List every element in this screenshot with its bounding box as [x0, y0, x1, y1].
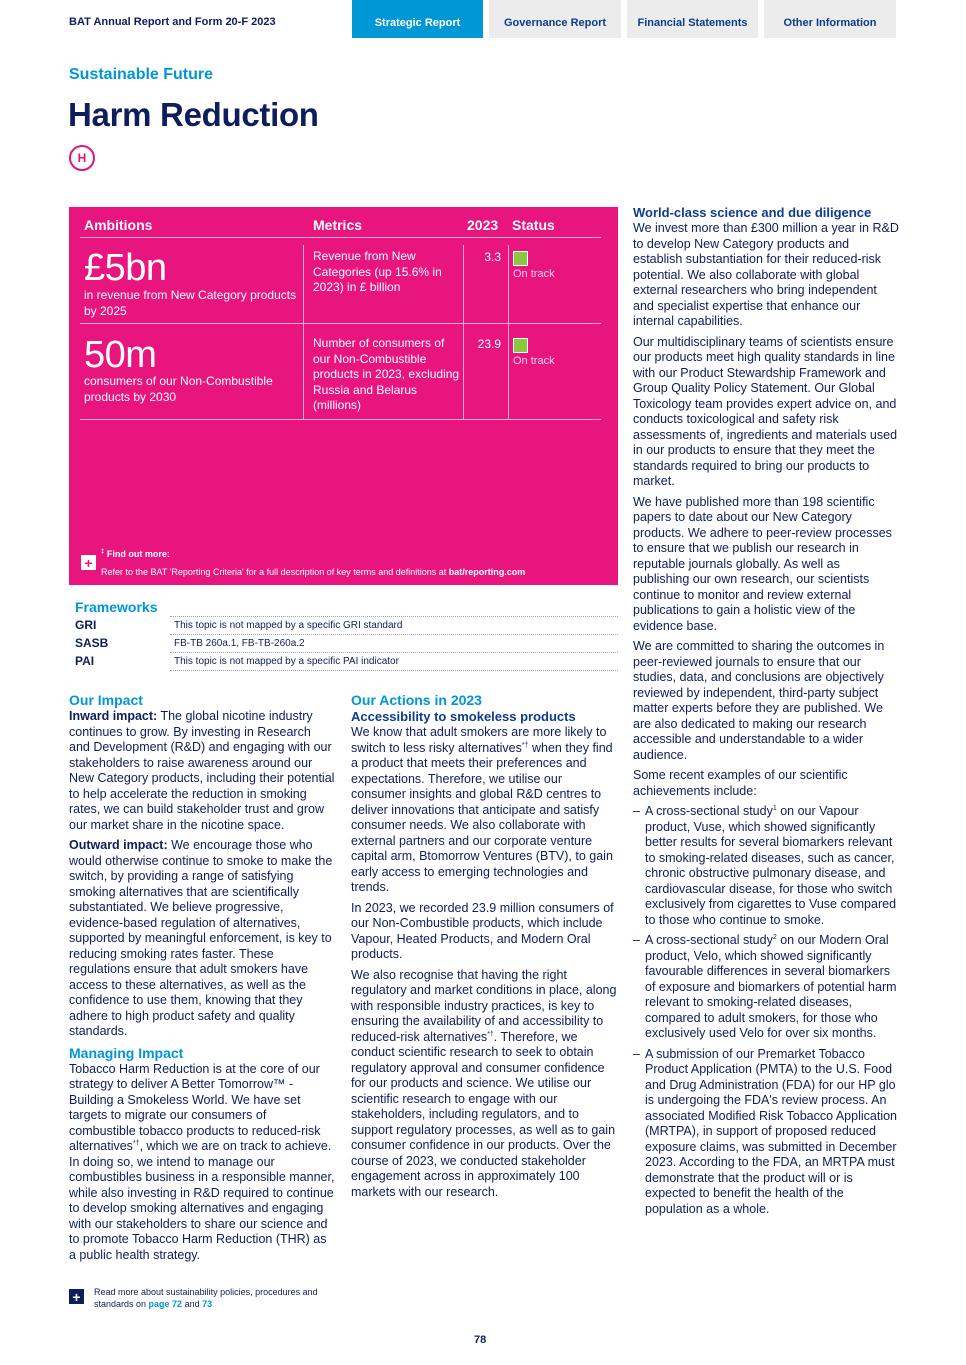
status-text: On track	[513, 355, 555, 367]
page-title: Harm Reduction	[68, 96, 319, 133]
status-header: Status	[512, 217, 555, 233]
metric-value: 3.3	[484, 250, 501, 264]
tab-other-information[interactable]: Other Information	[764, 0, 896, 38]
actions-paragraph: We know that adult smokers are more likely to switch to less risky alternatives*† when they find a product that meets their preferences and expectations. Therefore, we utilise our consumer insights and global R&D centres to deliver innovations that anticipate and satisfy consumer needs. We also collaborate with external partners and our corporate venture capital arm, Btomorrow Ventures (BTV), to gain early access to emerging technologies and trends.	[351, 725, 613, 894]
tab-strategic-report[interactable]: Strategic Report	[352, 0, 483, 38]
row-divider	[80, 323, 601, 324]
framework-code: GRI	[75, 618, 97, 632]
tab-governance-report[interactable]: Governance Report	[489, 0, 621, 38]
document-title: BAT Annual Report and Form 20-F 2023	[69, 16, 276, 28]
ambitions-header: Ambitions	[84, 217, 153, 233]
page-72-link[interactable]: page 72	[148, 1299, 183, 1309]
our-impact-heading: Our Impact	[69, 692, 143, 708]
status-indicator-icon	[513, 251, 528, 266]
our-actions-heading: Our Actions in 2023	[351, 692, 482, 708]
actions-paragraph: We also recognise that having the right regulatory and market conditions in place, along with responsible industry practices, is key to ensuring the availability of and accessibility to reduced-risk alternatives*†. Therefore, we conduct scientific research to seek to obtain regulatory approval and consumer confidence for our products and science. We utilise our scientific research to engage with our stakeholders, including regulators, and to support regulatory processes, as well as to gain consumer confidence in our products. Over the course of 2023, we conducted stakeholder engagement across in approximately 100 markets with our research.	[351, 967, 617, 1199]
plus-icon: +	[69, 1289, 84, 1304]
impact-column	[69, 692, 335, 1268]
science-paragraph: Our multidisciplinary teams of scientists ensure our products meet high quality standards in line with our Product Stewardship Framework and Group Quality Policy Statement. Our Global Toxicology team provides expert advice on, and conducts toxicological and safety risk assessments of, ingredients and materials used in our products to ensure that they meet the standards required to bring our products to market.	[633, 334, 898, 488]
find-out-more-text: Refer to the BAT 'Reporting Criteria' for a full description of key terms and definitions at bat/reporting.com	[101, 567, 526, 577]
tab-financial-statements[interactable]: Financial Statements	[627, 0, 758, 38]
framework-code: PAI	[75, 654, 95, 668]
frameworks-divider	[170, 670, 618, 671]
reporting-link[interactable]: bat/reporting.com	[448, 567, 526, 577]
inward-impact-paragraph: Inward impact: The global nicotine industry continues to grow. By investing in Research and Development (R&D) and engaging with our stakeholders to raise awareness around our New Category products, including their potential to help accelerate the reduction in smoking rates, we can build stakeholder trust and grow our market share in the nicotine space.	[69, 709, 335, 832]
list-item: – A submission of our Premarket Tobacco Product Application (PMTA) to the U.S. Food and Drug Administration (FDA) for our HP glo is undergoing the FDA's review process. An associated Modified Risk Tobacco Application (MRTPA), in support of proposed reduced exposure claims, was submitted in December 2023. According to the FDA, an MRTPA must demonstrate that the product will or is expected to benefit the health of the population as a whole.	[633, 1046, 897, 1216]
actions-column	[351, 692, 617, 1205]
column-divider	[508, 245, 509, 419]
plus-icon: +	[81, 555, 96, 570]
framework-row-gri	[75, 617, 618, 635]
science-heading: World-class science and due diligence	[633, 205, 872, 220]
actions-paragraph: In 2023, we recorded 23.9 million consumers of our Non-Combustible products, which include Vapour, Heated Products, and Modern Oral products.	[351, 900, 614, 961]
find-out-more-title: ‡ Find out more:	[101, 549, 170, 559]
ambition-description: consumers of our Non-Combustible products by 2030	[84, 374, 273, 404]
framework-row-sasb	[75, 635, 618, 653]
framework-text: This topic is not mapped by a specific PAI indicator	[174, 656, 399, 667]
read-more-note: Read more about sustainability policies, procedures and standards on page 72 and 73	[94, 1287, 318, 1309]
header-divider	[80, 237, 601, 238]
science-paragraph: Some recent examples of our scientific achievements include:	[633, 768, 848, 798]
metric-value: 23.9	[477, 337, 501, 351]
status-text: On track	[513, 268, 555, 280]
section-label: Sustainable Future	[69, 66, 214, 83]
metrics-header: Metrics	[313, 217, 363, 233]
page-number: 78	[474, 1334, 487, 1346]
ambition-figure: 50m	[84, 334, 157, 376]
metric-description: Number of consumers of our Non-Combustible products in 2023, excluding Russia and Belarus (millions)	[313, 336, 460, 412]
page-73-link[interactable]: 73	[202, 1299, 213, 1309]
managing-impact-paragraph: Tobacco Harm Reduction is at the core of our strategy to deliver A Better Tomorrow™ - Building a Smokeless World. We have set targets to migrate our consumers of combustible tobacco products to reduced-risk alternatives*†, which we are on track to achieve. In doing so, we intend to manage our combustibles business in a responsible manner, while also investing in R&D required to continue to develop smoking alternatives and engaging with our stakeholders to share our science and to promote Tobacco Harm Reduction (THR) as a public health strategy.	[69, 1061, 335, 1262]
metric-description: Revenue from New Categories (up 15.6% in 2023) in £ billion	[313, 249, 442, 294]
ambition-figure: £5bn	[84, 247, 167, 289]
ambitions-panel	[69, 207, 618, 585]
science-paragraph: We have published more than 198 scientific papers to date about our New Category products. We adhere to peer-review processes to ensure that we publish our research in reputable journals globally. As well as publishing our own research, our scientists continue to monitor and review external publications to gain a holistic view of the evidence base.	[633, 494, 892, 633]
framework-text: FB-TB 260a.1, FB-TB-260a.2	[174, 638, 305, 649]
managing-impact-heading: Managing Impact	[69, 1044, 184, 1061]
accessibility-subheading: Accessibility to smokeless products	[351, 709, 576, 724]
science-paragraph: We invest more than £300 million a year in R&D to develop New Category products and establish substantiation for their reduced-risk potential. We also collaborate with global external researchers who bring independent and specialist expertise that enhance our internal capabilities.	[633, 221, 899, 328]
outward-impact-paragraph: Outward impact: We encourage those who would otherwise continue to smoke to make the switch, by providing a range of satisfying smoking alternatives that are scientifically substantiated. We believe progressive, evidence-based regulation of alternatives, supported by meaningful enforcement, is key to reducing smoking rates faster. These regulations ensure that adult smokers have access to these alternatives, as well as the confidence to use them, knowing that they adhere to high product safety and quality standards.	[69, 838, 333, 1038]
framework-code: SASB	[75, 636, 109, 650]
framework-text: This topic is not mapped by a specific GRI standard	[174, 620, 403, 631]
column-divider	[303, 245, 304, 419]
frameworks-title: Frameworks	[75, 599, 158, 615]
achievements-list	[633, 804, 899, 1217]
year-header: 2023	[467, 217, 499, 233]
list-item: – A cross-sectional study$^1$ on our Vapour product, Vuse, which showed significantly better results for several biomarkers relevant to smoking-related diseases, such as cancer, chronic obstructive pulmonary disease, and cardiovascular disease, for those who switch exclusively from cigarettes to Vuse compared to those who continue to smoke.	[633, 804, 897, 927]
harm-reduction-badge-icon: H	[69, 145, 95, 171]
top-navigation-bar	[0, 0, 966, 40]
ambition-description: in revenue from New Category products by 2025	[84, 288, 297, 318]
list-item: – A cross-sectional study$^2$ on our Modern Oral product, Velo, which showed significantly favourable differences in several biomarkers of exposure and biomarkers of potential harm relevant to smoking-related diseases, compared to adult smokers, for those who exclusively used Velo for over six months.	[633, 933, 897, 1040]
framework-row-pai	[75, 653, 618, 671]
column-divider	[463, 245, 464, 419]
science-column	[633, 205, 899, 1222]
science-paragraph: We are committed to sharing the outcomes in peer-reviewed journals to ensure that our studies, data, and conclusions are objectively reviewed by independent, third-party subject matter experts before they are published. We are also dedicated to making our research accessible and understandable to a wider audience.	[633, 639, 885, 762]
status-indicator-icon	[513, 338, 528, 353]
row-divider	[80, 419, 601, 420]
